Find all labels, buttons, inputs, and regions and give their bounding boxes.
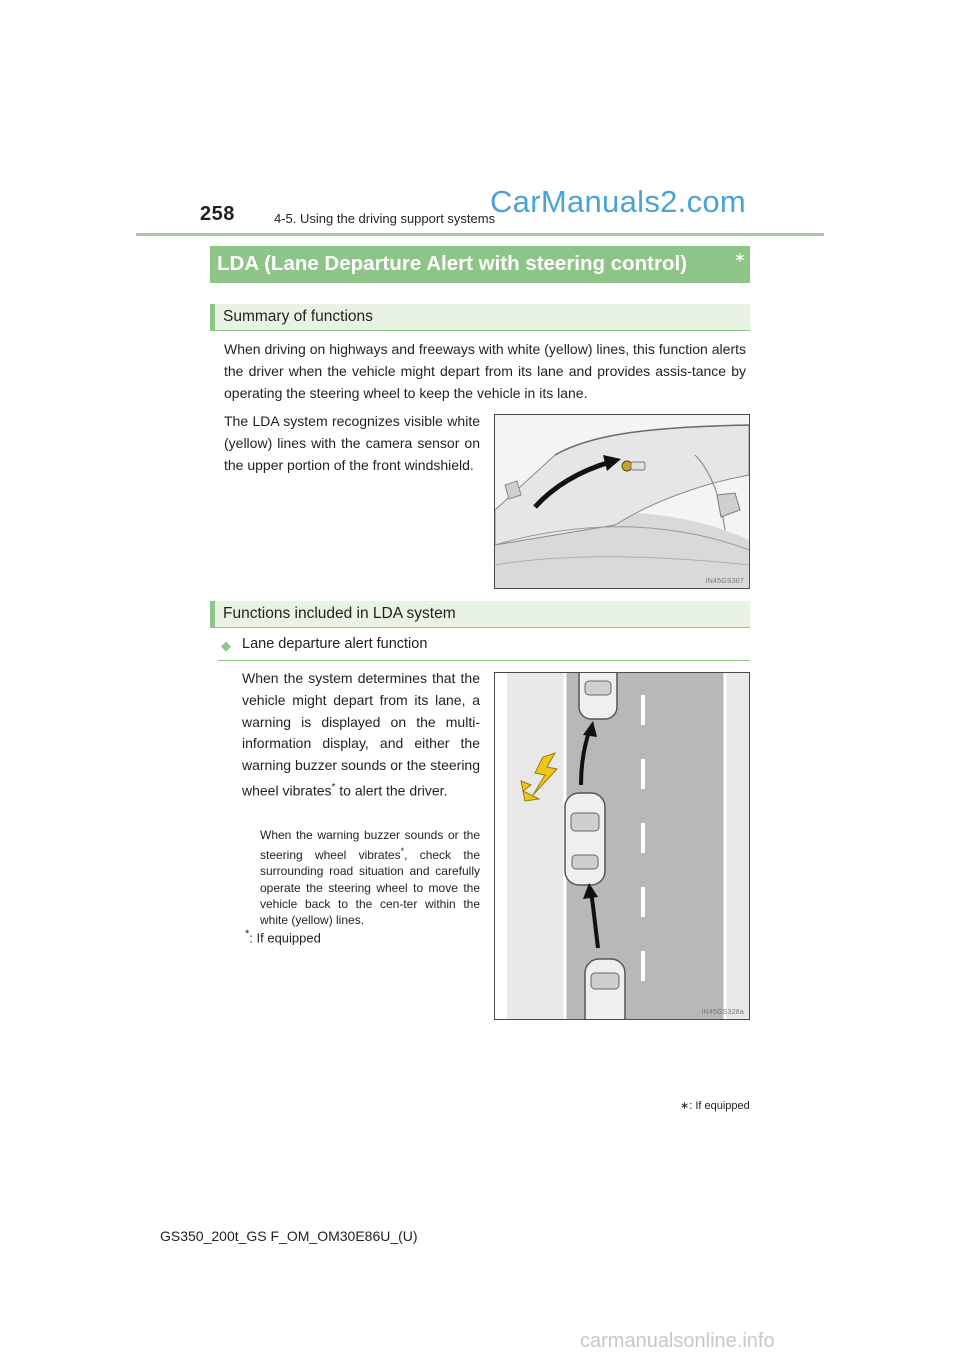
page-title: LDA (Lane Departure Alert with steering control)	[217, 252, 688, 275]
header-rule	[136, 233, 824, 236]
note-asterisk: *	[400, 846, 405, 857]
footnote-asterisk: *	[245, 928, 250, 940]
function-item-paragraph	[242, 668, 480, 802]
document-code: GS350_200t_GS F_OM_OM30E86U_(U)	[160, 1228, 418, 1244]
car-top	[579, 673, 617, 719]
functions-heading	[210, 601, 750, 628]
function-item-heading	[218, 636, 750, 661]
page-number: 258	[200, 203, 235, 225]
windshield-camera-figure	[494, 414, 750, 589]
page-footnote-text: : If equipped	[689, 1100, 750, 1112]
lane-departure-illustration	[495, 673, 749, 1019]
caution-note	[260, 827, 480, 928]
lane-departure-figure	[494, 672, 750, 1020]
title-asterisk: ∗	[734, 249, 746, 265]
function-text-before: When the system determines that the vehicle might depart from its lane, a warning is displayed on the multi-information display, and either the warning buzzer sounds or the steering wheel vibrates	[242, 670, 480, 799]
diamond-bullet-icon: ◆	[221, 638, 231, 653]
windshield-illustration	[495, 415, 749, 588]
figure-code-lane: IN45GS328a	[701, 1009, 744, 1016]
summary-paragraph: When driving on highways and freeways with white (yellow) lines, this function alerts the driver when the vehicle might depart from its lane and provides assis-tance by operating the steering wheel to keep the vehicle in its lane.	[224, 341, 746, 401]
note-text-after: , check the surrounding road situation and carefully operate the steering wheel to move the vehicle back to the cen-ter within the white (yellow) lines.	[260, 848, 480, 928]
summary-heading	[210, 304, 750, 331]
figure-code: IN45GS307	[705, 578, 744, 585]
watermark-logo[interactable]: CarManuals2.com	[490, 184, 747, 219]
camera-paragraph: The LDA system recognizes visible white (yellow) lines with the camera sensor on the upper portion of the front windshield.	[224, 413, 480, 473]
inline-footnote	[245, 928, 321, 945]
page-footnote	[680, 1099, 750, 1112]
functions-heading-text: Functions included in LDA system	[223, 605, 456, 622]
footer-watermark[interactable]: carmanualsonline.info	[580, 1330, 775, 1352]
car-middle	[565, 793, 605, 885]
note-text-before: When the warning buzzer sounds or the steering wheel vibrates	[260, 828, 480, 863]
function-item-title: Lane departure alert function	[242, 636, 428, 652]
car-bottom	[585, 959, 625, 1019]
footnote-text: : If equipped	[249, 930, 321, 946]
section-title: 4-5. Using the driving support systems	[274, 211, 496, 226]
page-footnote-mark: ∗	[680, 1100, 690, 1112]
title-banner	[210, 246, 750, 283]
function-text-after: to alert the driver.	[335, 782, 448, 799]
asterisk-mark: *	[331, 781, 336, 793]
summary-heading-text: Summary of functions	[223, 308, 373, 325]
